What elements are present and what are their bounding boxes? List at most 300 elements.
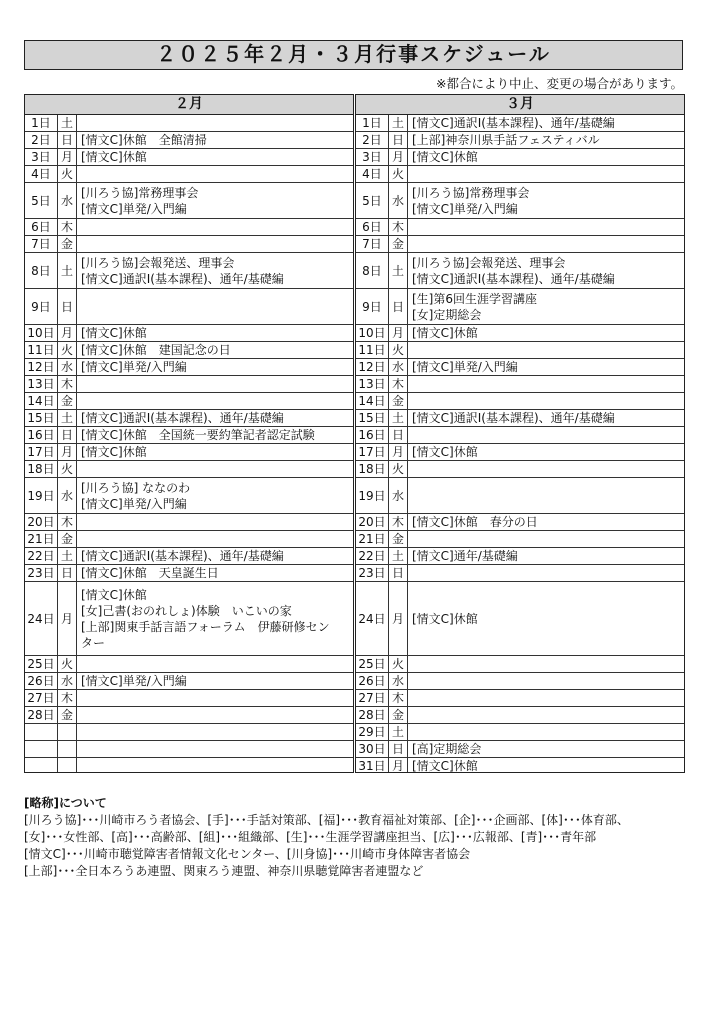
- schedule-row: [356, 342, 684, 359]
- event-cell: [77, 741, 354, 758]
- event-cell: [408, 707, 685, 724]
- schedule-row: [25, 548, 353, 565]
- schedule-row: [25, 461, 353, 478]
- weekday-cell: 水: [58, 183, 77, 219]
- day-cell: 3日: [356, 149, 389, 166]
- event-line: [川ろう協]会報発送、理事会: [412, 255, 566, 270]
- weekday-cell: 月: [58, 149, 77, 166]
- event-cell: [77, 548, 354, 565]
- schedule-row: [25, 724, 353, 741]
- schedule-row: [356, 741, 684, 758]
- weekday-cell: [58, 758, 77, 774]
- weekday-cell: 土: [58, 410, 77, 427]
- weekday-cell: 水: [389, 673, 408, 690]
- day-cell: 6日: [356, 219, 389, 236]
- schedule-row: [356, 359, 684, 376]
- schedule-row: [25, 289, 353, 325]
- day-cell: 18日: [356, 461, 389, 478]
- schedule-row: [356, 690, 684, 707]
- event-line: [情文C]単発/入門編: [81, 360, 187, 374]
- event-cell: [77, 115, 354, 132]
- event-cell: [77, 724, 354, 741]
- schedule-row: [356, 325, 684, 342]
- event-cell: [408, 289, 685, 325]
- day-cell: 17日: [356, 444, 389, 461]
- weekday-cell: 木: [389, 514, 408, 531]
- weekday-cell: 金: [58, 393, 77, 410]
- event-line: [情文C]休館: [412, 150, 478, 164]
- event-line: [情文C]休館 全国統一要約筆記者認定試験: [81, 428, 315, 442]
- month-header: ２月: [25, 95, 353, 115]
- event-cell: [408, 514, 685, 531]
- event-cell: [408, 673, 685, 690]
- schedule-row: [25, 531, 353, 548]
- day-cell: 31日: [356, 758, 389, 774]
- event-cell: [77, 325, 354, 342]
- event-cell: [408, 444, 685, 461]
- event-cell: [408, 565, 685, 582]
- event-cell: [408, 115, 685, 132]
- schedule-row: [356, 758, 684, 774]
- weekday-cell: 水: [58, 359, 77, 376]
- event-line: [生]第6回生涯学習講座: [412, 291, 537, 306]
- event-line: [情文C]休館: [81, 587, 147, 602]
- event-cell: [408, 690, 685, 707]
- schedule-row: [356, 393, 684, 410]
- day-cell: 22日: [25, 548, 58, 565]
- schedule-row: [356, 673, 684, 690]
- schedule-row: [356, 461, 684, 478]
- event-cell: [77, 531, 354, 548]
- schedule-row: [25, 132, 353, 149]
- event-line: [情文C]通年/基礎編: [412, 549, 518, 563]
- schedule-row: [25, 410, 353, 427]
- schedule-row: [356, 132, 684, 149]
- weekday-cell: 火: [58, 342, 77, 359]
- schedule-row: [25, 219, 353, 236]
- schedule-row: [356, 166, 684, 183]
- schedule-row: [25, 325, 353, 342]
- event-line: [川ろう協] ななのわ: [81, 480, 191, 495]
- day-cell: 7日: [25, 236, 58, 253]
- weekday-cell: 月: [389, 582, 408, 656]
- event-cell: [77, 219, 354, 236]
- day-cell: 14日: [25, 393, 58, 410]
- weekday-cell: 金: [58, 236, 77, 253]
- legend-line: [女]･･･女性部、[高]･･･高齢部、[組]･･･組織部、[生]･･･生涯学習講座担当、[広]･･･広報部、[青]･･･青年部: [24, 830, 597, 844]
- weekday-cell: 木: [58, 690, 77, 707]
- schedule-row: [356, 565, 684, 582]
- schedule-row: [25, 342, 353, 359]
- day-cell: 30日: [356, 741, 389, 758]
- day-cell: 10日: [25, 325, 58, 342]
- event-cell: [408, 531, 685, 548]
- event-cell: [408, 253, 685, 289]
- event-cell: [408, 582, 685, 656]
- weekday-cell: 月: [389, 325, 408, 342]
- day-cell: 20日: [356, 514, 389, 531]
- weekday-cell: 水: [389, 359, 408, 376]
- event-cell: [77, 427, 354, 444]
- day-cell: 28日: [356, 707, 389, 724]
- day-cell: 15日: [356, 410, 389, 427]
- month-header: ３月: [356, 95, 684, 115]
- event-cell: [77, 514, 354, 531]
- schedule-row: [25, 393, 353, 410]
- event-line: [情文C]休館: [81, 326, 147, 340]
- event-cell: [408, 166, 685, 183]
- weekday-cell: 木: [58, 219, 77, 236]
- day-cell: 18日: [25, 461, 58, 478]
- day-cell: 8日: [25, 253, 58, 289]
- schedule-row: [25, 183, 353, 219]
- event-cell: [77, 582, 354, 656]
- day-cell: 27日: [25, 690, 58, 707]
- schedule-row: [356, 149, 684, 166]
- event-cell: [408, 359, 685, 376]
- weekday-cell: 土: [389, 253, 408, 289]
- schedule-row: [356, 219, 684, 236]
- schedule-row: [356, 115, 684, 132]
- day-cell: 19日: [25, 478, 58, 514]
- event-cell: [77, 673, 354, 690]
- day-cell: 1日: [25, 115, 58, 132]
- day-cell: 10日: [356, 325, 389, 342]
- schedule-row: [356, 376, 684, 393]
- day-cell: 15日: [25, 410, 58, 427]
- weekday-cell: 月: [58, 444, 77, 461]
- event-cell: [77, 149, 354, 166]
- day-cell: 11日: [25, 342, 58, 359]
- event-cell: [77, 690, 354, 707]
- weekday-cell: 木: [58, 514, 77, 531]
- schedule-row: [25, 565, 353, 582]
- day-cell: 5日: [356, 183, 389, 219]
- schedule-row: [356, 548, 684, 565]
- event-line: [情文C]休館: [81, 445, 147, 459]
- weekday-cell: [58, 741, 77, 758]
- schedule-row: [356, 410, 684, 427]
- day-cell: 13日: [356, 376, 389, 393]
- schedule-row: [25, 741, 353, 758]
- schedule-row: [25, 253, 353, 289]
- weekday-cell: 月: [389, 758, 408, 774]
- day-cell: 26日: [25, 673, 58, 690]
- day-cell: 12日: [25, 359, 58, 376]
- event-cell: [408, 656, 685, 673]
- event-cell: [408, 393, 685, 410]
- event-line: [情文C]通訳Ⅰ(基本課程)、通年/基礎編: [81, 271, 284, 286]
- weekday-cell: 日: [58, 565, 77, 582]
- weekday-cell: 土: [389, 548, 408, 565]
- weekday-cell: 火: [389, 461, 408, 478]
- day-cell: 27日: [356, 690, 389, 707]
- weekday-cell: 水: [58, 673, 77, 690]
- event-cell: [408, 724, 685, 741]
- schedule-row: [356, 253, 684, 289]
- event-line: [情文C]通訳Ⅰ(基本課程)、通年/基礎編: [81, 549, 284, 563]
- weekday-cell: 金: [389, 531, 408, 548]
- event-cell: [408, 758, 685, 774]
- weekday-cell: 火: [389, 656, 408, 673]
- weekday-cell: 金: [389, 707, 408, 724]
- schedule-row: [25, 656, 353, 673]
- day-cell: 8日: [356, 253, 389, 289]
- schedule-row: [25, 673, 353, 690]
- day-cell: 2日: [356, 132, 389, 149]
- schedule-row: [356, 582, 684, 656]
- day-cell: 28日: [25, 707, 58, 724]
- schedule-row: [356, 236, 684, 253]
- day-cell: 9日: [356, 289, 389, 325]
- day-cell: 23日: [356, 565, 389, 582]
- weekday-cell: 木: [389, 219, 408, 236]
- schedule-row: [356, 183, 684, 219]
- day-cell: 13日: [25, 376, 58, 393]
- weekday-cell: 日: [58, 289, 77, 325]
- event-line: [情文C]休館: [412, 611, 478, 626]
- february-table: [24, 94, 354, 773]
- day-cell: 4日: [356, 166, 389, 183]
- schedule-row: [25, 444, 353, 461]
- event-cell: [77, 461, 354, 478]
- legend-line: [情文C]･･･川崎市聴覚障害者情報文化センター、[川身協]･･･川崎市身体障害者協会: [24, 847, 471, 861]
- day-cell: 24日: [356, 582, 389, 656]
- day-cell: 22日: [356, 548, 389, 565]
- event-line: [情文C]休館: [412, 326, 478, 340]
- change-notice: ※都合により中止、変更の場合があります。: [436, 76, 683, 91]
- weekday-cell: 火: [389, 342, 408, 359]
- event-line: [情文C]休館 全館清掃: [81, 133, 207, 147]
- weekday-cell: 木: [58, 376, 77, 393]
- event-line: [情文C]休館 建国記念の日: [81, 343, 231, 357]
- schedule-row: [25, 236, 353, 253]
- schedule-row: [356, 289, 684, 325]
- weekday-cell: 日: [58, 427, 77, 444]
- weekday-cell: 金: [58, 707, 77, 724]
- event-line: [情文C]通訳Ⅰ(基本課程)、通年/基礎編: [412, 116, 615, 130]
- event-cell: [77, 758, 354, 774]
- event-cell: [408, 325, 685, 342]
- weekday-cell: 日: [389, 289, 408, 325]
- event-cell: [77, 132, 354, 149]
- day-cell: 14日: [356, 393, 389, 410]
- event-cell: [408, 183, 685, 219]
- event-cell: [408, 219, 685, 236]
- day-cell: 24日: [25, 582, 58, 656]
- legend-line: [上部]･･･全日本ろうあ連盟、関東ろう連盟、神奈川県聴覚障害者連盟など: [24, 864, 424, 878]
- day-cell: 12日: [356, 359, 389, 376]
- legend-heading: [略称]について: [24, 796, 107, 810]
- weekday-cell: 月: [58, 325, 77, 342]
- weekday-cell: 日: [58, 132, 77, 149]
- schedule-row: [25, 166, 353, 183]
- day-cell: 2日: [25, 132, 58, 149]
- event-cell: [408, 342, 685, 359]
- day-cell: 21日: [25, 531, 58, 548]
- weekday-cell: 水: [58, 478, 77, 514]
- day-cell: 1日: [356, 115, 389, 132]
- weekday-cell: 土: [58, 115, 77, 132]
- event-cell: [77, 376, 354, 393]
- weekday-cell: [58, 724, 77, 741]
- event-line: [女]定期総会: [412, 307, 482, 322]
- schedule-row: [25, 359, 353, 376]
- schedule-row: [25, 707, 353, 724]
- event-cell: [77, 183, 354, 219]
- event-line: [女]己書(おのれしょ)体験 いこいの家: [81, 603, 292, 618]
- event-line: [情文C]単発/入門編: [81, 496, 187, 511]
- weekday-cell: 日: [389, 565, 408, 582]
- day-cell: [25, 741, 58, 758]
- event-line: [情文C]単発/入門編: [412, 360, 518, 374]
- weekday-cell: 火: [58, 461, 77, 478]
- event-cell: [77, 342, 354, 359]
- event-cell: [408, 427, 685, 444]
- day-cell: 9日: [25, 289, 58, 325]
- weekday-cell: 金: [389, 393, 408, 410]
- weekday-cell: 金: [389, 236, 408, 253]
- weekday-cell: 木: [389, 376, 408, 393]
- schedule-row: [25, 514, 353, 531]
- weekday-cell: 日: [389, 132, 408, 149]
- schedule-row: [25, 582, 353, 656]
- day-cell: 25日: [25, 656, 58, 673]
- weekday-cell: 水: [389, 183, 408, 219]
- weekday-cell: 日: [389, 427, 408, 444]
- event-cell: [408, 149, 685, 166]
- event-cell: [77, 289, 354, 325]
- weekday-cell: 土: [58, 253, 77, 289]
- day-cell: 4日: [25, 166, 58, 183]
- event-cell: [408, 478, 685, 514]
- event-line: [情文C]通訳Ⅰ(基本課程)、通年/基礎編: [412, 411, 615, 425]
- weekday-cell: 土: [389, 410, 408, 427]
- weekday-cell: 月: [389, 444, 408, 461]
- schedule-row: [25, 376, 353, 393]
- schedule-row: [25, 149, 353, 166]
- schedule-row: [356, 444, 684, 461]
- day-cell: 6日: [25, 219, 58, 236]
- weekday-cell: 火: [389, 166, 408, 183]
- schedule-row: [356, 707, 684, 724]
- event-line: [情文C]通訳Ⅰ(基本課程)、通年/基礎編: [412, 271, 615, 286]
- day-cell: 21日: [356, 531, 389, 548]
- schedule-row: [25, 478, 353, 514]
- schedule-row: [356, 724, 684, 741]
- event-line: [情文C]通訳Ⅰ(基本課程)、通年/基礎編: [81, 411, 284, 425]
- schedule-row: [356, 478, 684, 514]
- event-line: [情文C]単発/入門編: [81, 201, 187, 216]
- day-cell: 16日: [356, 427, 389, 444]
- event-line: [高]定期総会: [412, 742, 482, 756]
- weekday-cell: 日: [389, 741, 408, 758]
- event-line: ター: [81, 635, 106, 650]
- day-cell: [25, 724, 58, 741]
- day-cell: 3日: [25, 149, 58, 166]
- weekday-cell: 土: [58, 548, 77, 565]
- event-cell: [77, 359, 354, 376]
- schedule-row: [356, 656, 684, 673]
- day-cell: 17日: [25, 444, 58, 461]
- event-line: [川ろう協]常務理事会: [412, 185, 530, 200]
- event-line: [情文C]休館 春分の日: [412, 515, 538, 529]
- weekday-cell: 水: [389, 478, 408, 514]
- event-line: [上部]関東手話言語フォーラム 伊藤研修セン: [81, 619, 330, 634]
- event-line: [上部]神奈川県手話フェスティバル: [412, 133, 600, 147]
- event-cell: [408, 236, 685, 253]
- event-cell: [408, 410, 685, 427]
- abbreviation-legend: [24, 795, 684, 880]
- schedule-row: [25, 758, 353, 774]
- legend-line: [川ろう協]･･･川崎市ろう者協会、[手]･･･手話対策部、[福]･･･教育福祉対策部、[企]･･･企画部、[体]･･･体育部、: [24, 813, 629, 827]
- day-cell: 16日: [25, 427, 58, 444]
- event-cell: [408, 376, 685, 393]
- weekday-cell: 金: [58, 531, 77, 548]
- event-line: [川ろう協]常務理事会: [81, 185, 199, 200]
- event-line: [情文C]休館 天皇誕生日: [81, 566, 219, 580]
- event-cell: [77, 410, 354, 427]
- weekday-cell: 月: [58, 582, 77, 656]
- schedule-row: [356, 514, 684, 531]
- event-cell: [77, 236, 354, 253]
- day-cell: 11日: [356, 342, 389, 359]
- schedule-row: [25, 690, 353, 707]
- day-cell: 25日: [356, 656, 389, 673]
- event-cell: [77, 707, 354, 724]
- weekday-cell: 木: [389, 690, 408, 707]
- weekday-cell: 土: [389, 724, 408, 741]
- schedule-row: [356, 531, 684, 548]
- schedule-row: [25, 115, 353, 132]
- event-cell: [408, 741, 685, 758]
- weekday-cell: 火: [58, 166, 77, 183]
- event-cell: [77, 656, 354, 673]
- event-cell: [77, 444, 354, 461]
- schedule-tables: [24, 94, 685, 773]
- event-line: [情文C]休館: [412, 445, 478, 459]
- event-cell: [408, 461, 685, 478]
- event-cell: [77, 166, 354, 183]
- event-line: [情文C]休館: [81, 150, 147, 164]
- day-cell: 23日: [25, 565, 58, 582]
- event-cell: [408, 132, 685, 149]
- day-cell: 26日: [356, 673, 389, 690]
- event-cell: [408, 548, 685, 565]
- event-line: [情文C]単発/入門編: [412, 201, 518, 216]
- day-cell: 20日: [25, 514, 58, 531]
- day-cell: 19日: [356, 478, 389, 514]
- event-cell: [77, 253, 354, 289]
- event-line: [情文C]休館: [412, 759, 478, 773]
- weekday-cell: 火: [58, 656, 77, 673]
- march-table: [355, 94, 685, 773]
- event-line: [情文C]単発/入門編: [81, 674, 187, 688]
- event-line: [川ろう協]会報発送、理事会: [81, 255, 235, 270]
- event-cell: [77, 565, 354, 582]
- schedule-row: [25, 427, 353, 444]
- weekday-cell: 土: [389, 115, 408, 132]
- day-cell: 5日: [25, 183, 58, 219]
- event-cell: [77, 478, 354, 514]
- weekday-cell: 月: [389, 149, 408, 166]
- day-cell: 7日: [356, 236, 389, 253]
- event-cell: [77, 393, 354, 410]
- page-title: ２０２５年２月・３月行事スケジュール: [24, 40, 683, 70]
- day-cell: [25, 758, 58, 774]
- day-cell: 29日: [356, 724, 389, 741]
- schedule-row: [356, 427, 684, 444]
